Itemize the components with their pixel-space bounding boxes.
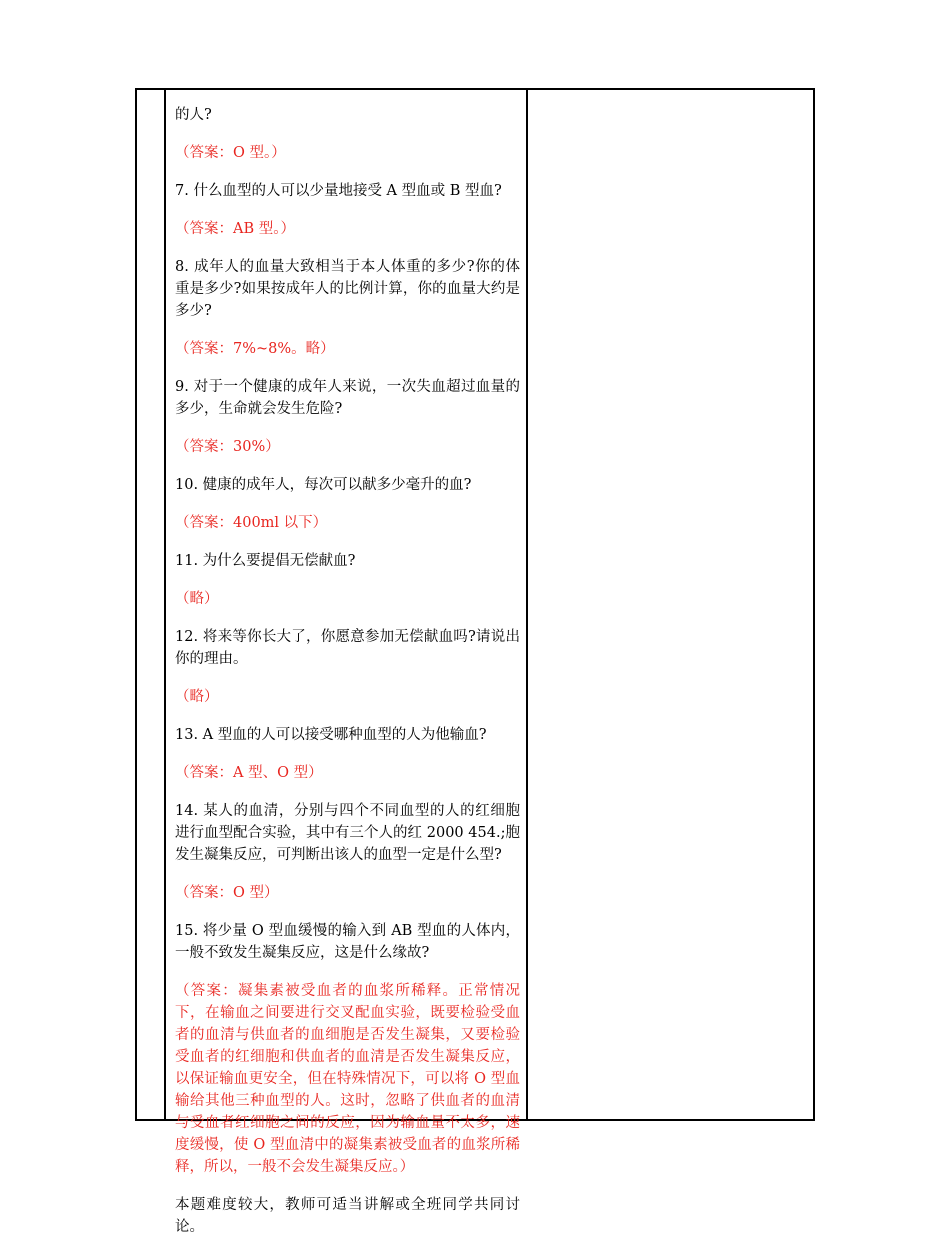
answer-10: （答案：400ml 以下） (175, 515, 328, 531)
lesson-table (135, 88, 815, 1235)
column-divider-left (164, 90, 166, 1119)
answer-13: （答案：A 型、O 型） (175, 765, 323, 781)
question-14: 14. 某人的血清，分别与四个不同血型的人的红细胞进行血型配合实验，其中有三个人的红 2000 454.;胞发生凝集反应，可判断出该人的血型一定是什么型? (175, 803, 520, 863)
answer-12: （略） (175, 689, 219, 705)
answer-6: （答案：O 型。） (175, 145, 286, 161)
teacher-note: 本题难度较大，教师可适当讲解或全班同学共同讨论。 (175, 1197, 520, 1235)
answer-7: （答案：AB 型。） (175, 221, 295, 237)
question-10: 10. 健康的成年人，每次可以献多少毫升的血? (175, 477, 472, 493)
question-13: 13. A 型血的人可以接受哪种血型的人为他输血? (175, 727, 487, 743)
answer-15: （答案：凝集素被受血者的血浆所稀释。正常情况下，在输血之间要进行交叉配血实验，既要检验受血者的血清与供血者的血细胞是否发生凝集，又要检验受血者的红细胞和供血者的血清是否发生凝集反应，以保证输血更安全，但在特殊情况下，可以将 O 型血输给其他三种血型的人。这时，忽略了供血者的血清与受血者红细胞之间的反应，因为输血量不太多，速度缓慢，使 O 型血清中的凝集素被受血者的血浆所稀释，所以，一般不会发生凝集反应。） (175, 983, 520, 1175)
question-9: 9. 对于一个健康的成年人来说，一次失血超过血量的多少，生命就会发生危险? (175, 379, 520, 417)
question-7: 7. 什么血型的人可以少量地接受 A 型血或 B 型血? (175, 183, 502, 199)
answer-9: （答案：30%） (175, 439, 280, 455)
answer-11: （略） (175, 591, 219, 607)
answer-14: （答案：O 型） (175, 885, 279, 901)
question-15: 15. 将少量 O 型血缓慢的输入到 AB 型血的人体内，一般不致发生凝集反应，这是什么缘故? (175, 923, 520, 961)
column-divider-right (526, 90, 528, 1119)
question-6-tail: 的人? (175, 107, 212, 123)
question-11: 11. 为什么要提倡无偿献血? (175, 553, 356, 569)
question-8: 8. 成年人的血量大致相当于本人体重的多少?你的体重是多少?如果按成年人的比例计算，你的血量大约是多少? (175, 259, 520, 319)
question-answer-cell (175, 104, 520, 1254)
question-12: 12. 将来等你长大了，你愿意参加无偿献血吗?请说出你的理由。 (175, 629, 520, 667)
answer-8: （答案：7%~8%。略） (175, 341, 335, 357)
